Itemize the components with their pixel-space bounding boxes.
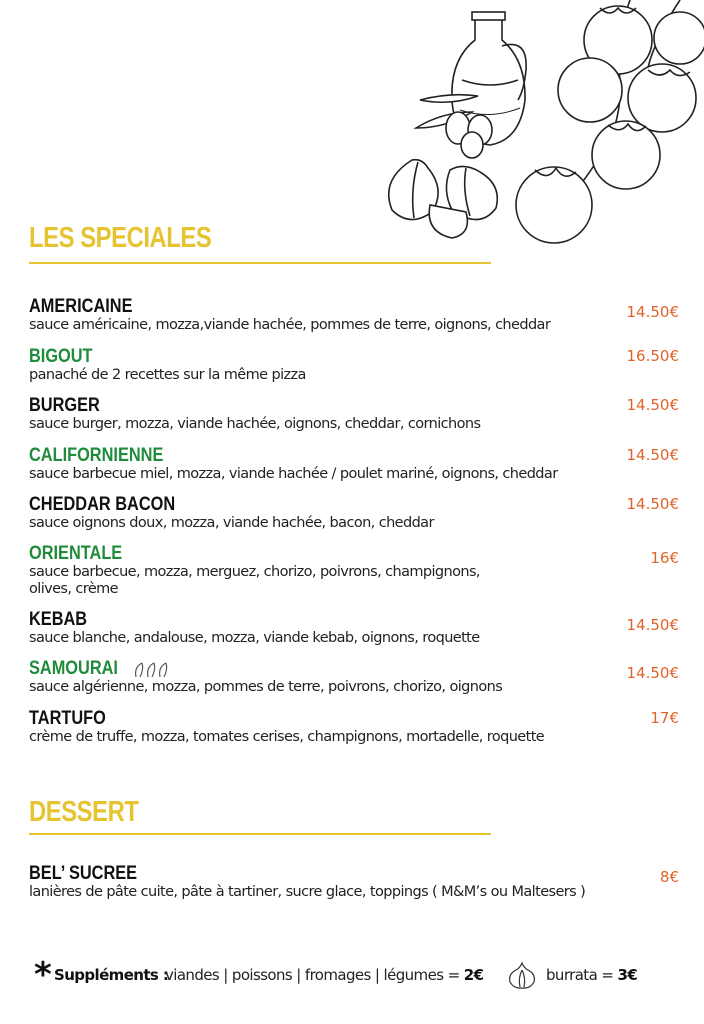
menu-item (29, 347, 679, 384)
supplements-list (165, 966, 483, 984)
item-price: 8€ (659, 868, 679, 886)
item-price: 16€ (650, 549, 679, 567)
menu-item (29, 659, 679, 696)
supplements-items: viandes | poissons | fromages | légumes = (165, 966, 460, 984)
item-name: BEL’ SUCREE (29, 863, 138, 884)
item-price: 14.50€ (626, 495, 679, 513)
section-divider (29, 262, 491, 264)
item-name: BIGOUT (29, 346, 93, 367)
menu-item (29, 396, 679, 433)
item-description: panaché de 2 recettes sur la même pizza (29, 367, 306, 383)
asterisk: * (34, 955, 52, 995)
menu-item (29, 610, 679, 647)
menu-item (29, 446, 679, 483)
supplements-label: Suppléments : (54, 966, 169, 984)
item-description: sauce barbecue miel, mozza, viande hachée / poulet mariné, oignons, cheddar (29, 466, 558, 482)
garlic-icon (506, 960, 538, 990)
menu-item (29, 544, 679, 598)
food-illustration (380, 0, 704, 255)
menu-item (29, 495, 679, 532)
item-description: sauce oignons doux, mozza, viande hachée, bacon, cheddar (29, 515, 434, 531)
item-name: AMERICAINE (29, 296, 133, 317)
item-name: ORIENTALE (29, 543, 123, 564)
tomato-vine-icon (516, 0, 704, 243)
item-name: KEBAB (29, 609, 88, 630)
item-price: 14.50€ (626, 446, 679, 464)
chili-peppers-icon (132, 661, 172, 679)
item-description: crème de truffe, mozza, tomates cerises, champignons, mortadelle, roquette (29, 729, 545, 745)
item-description: sauce algérienne, mozza, pommes de terre, poivrons, chorizo, oignons (29, 679, 503, 695)
item-name: TARTUFO (29, 708, 106, 729)
section-title-dessert: DESSERT (29, 796, 139, 828)
burrata-supplement (546, 966, 637, 984)
menu-item (29, 297, 679, 334)
item-price: 14.50€ (626, 396, 679, 414)
item-description: sauce burger, mozza, viande hachée, oignons, cheddar, cornichons (29, 416, 481, 432)
menu-item (29, 709, 679, 746)
supplements-price: 2€ (463, 966, 484, 984)
item-name: SAMOURAI (29, 658, 118, 679)
burrata-label: burrata = (546, 966, 614, 984)
dessert-item (29, 864, 679, 901)
item-price: 17€ (650, 709, 679, 727)
section-title-speciales: LES SPECIALES (29, 222, 212, 254)
item-name: BURGER (29, 395, 100, 416)
garlic-icon (389, 160, 498, 238)
item-name: CALIFORNIENNE (29, 445, 164, 466)
supplements-footer (34, 955, 674, 995)
item-price: 14.50€ (626, 303, 679, 321)
burrata-price: 3€ (617, 966, 638, 984)
item-description: sauce américaine, mozza,viande hachée, pommes de terre, oignons, cheddar (29, 317, 551, 333)
item-price: 14.50€ (626, 664, 679, 682)
item-description: sauce blanche, andalouse, mozza, viande kebab, oignons, roquette (29, 630, 480, 646)
item-description: sauce barbecue, mozza, merguez, chorizo, poivrons, champignons, olives, crème (29, 564, 480, 597)
section-divider (29, 833, 491, 835)
item-description: lanières de pâte cuite, pâte à tartiner, sucre glace, toppings ( M&M’s ou Maltesers ) (29, 884, 586, 900)
item-price: 14.50€ (626, 616, 679, 634)
item-name: CHEDDAR BACON (29, 494, 176, 515)
item-price: 16.50€ (626, 347, 679, 365)
